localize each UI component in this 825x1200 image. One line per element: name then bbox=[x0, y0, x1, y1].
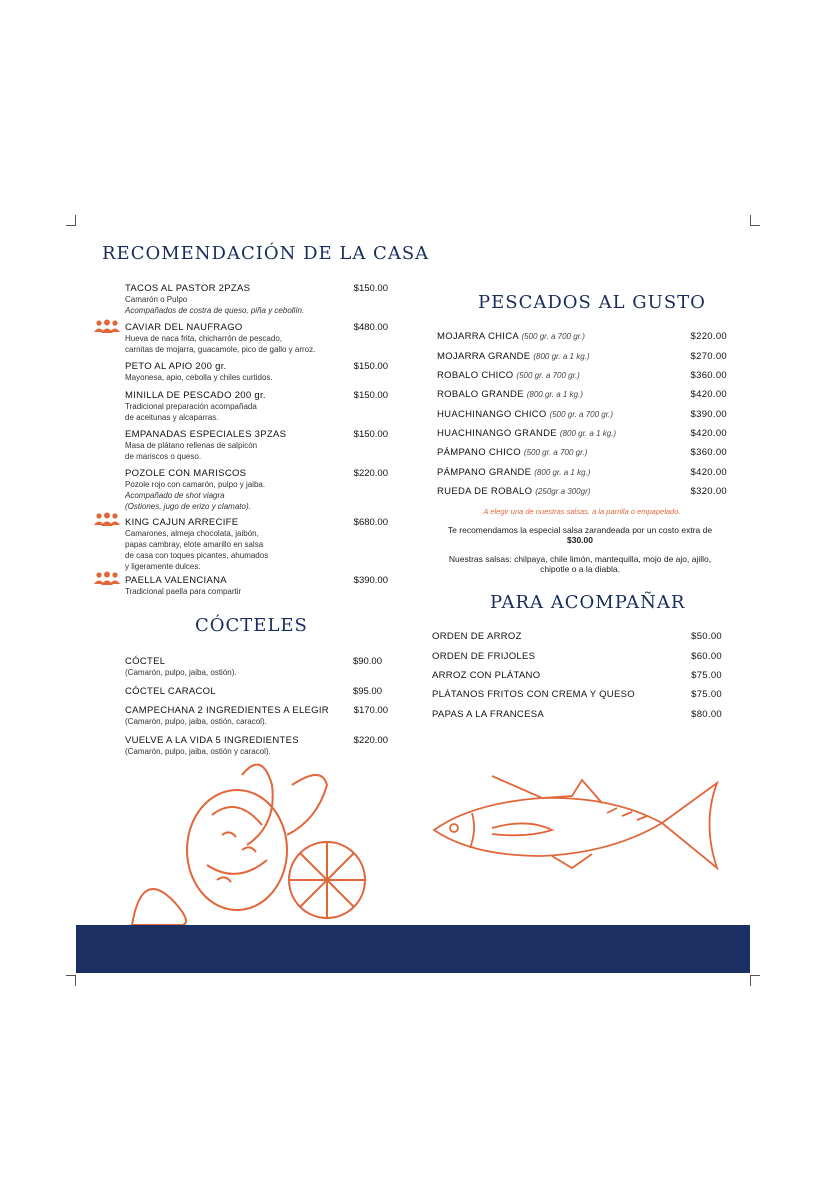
side-row: ORDEN DE ARROZ $50.00 bbox=[432, 631, 722, 642]
group-people-icon bbox=[94, 319, 120, 333]
item-price: $150.00 bbox=[353, 429, 388, 440]
side-row: ORDEN DE FRIJOLES $60.00 bbox=[432, 651, 722, 662]
menu-item: CÓCTEL (Camarón, pulpo, jaiba, ostión). bbox=[125, 656, 237, 677]
menu-item: CAVIAR DEL NAUFRAGO Hueva de naca frita, chicharrón de pescado, carnitas de mojarra, guacamole, pico de gallo y arroz. bbox=[125, 322, 316, 354]
item-price: $390.00 bbox=[353, 575, 388, 586]
crop-mark-bottom-left bbox=[66, 975, 76, 986]
crop-mark-bottom-right bbox=[750, 975, 760, 986]
seafood-cocktail-illustration bbox=[122, 755, 377, 930]
menu-item: POZOLE CON MARISCOS Pozole rojo con camarón, pulpo y jaiba. Acompañado de shot viagra (Ostiones, jugo de erizo y clamato). bbox=[125, 468, 266, 511]
menu-item: PAELLA VALENCIANA Tradicional paella para compartir bbox=[125, 575, 242, 596]
side-row: PAPAS A LA FRANCESA $80.00 bbox=[432, 709, 722, 720]
salsas-note: Nuestras salsas: chilpaya, chile limón, mantequilla, mojo de ajo, ajillo, chipotle o a la diabla. bbox=[448, 554, 712, 574]
menu-item: EMPANADAS ESPECIALES 3PZAS Masa de plátano rellenas de salpicón de mariscos o queso. bbox=[125, 429, 287, 461]
menu-item: PETO AL APIO 200 gr. Mayonesa, apio, cebolla y chiles curtidos. bbox=[125, 361, 273, 382]
fish-row: MOJARRA CHICA (500 gr. a 700 gr.) $220.00 bbox=[437, 331, 727, 342]
item-price: $220.00 bbox=[353, 468, 388, 479]
section-title-recomendacion: RECOMENDACIÓN DE LA CASA bbox=[102, 243, 430, 264]
fish-row: RUEDA DE ROBALO (250gr a 300gr) $320.00 bbox=[437, 486, 727, 497]
fish-illustration bbox=[432, 768, 727, 873]
item-price: $90.00 bbox=[352, 656, 382, 667]
group-people-icon bbox=[94, 571, 120, 585]
special-salsa-note: Te recomendamos la especial salsa zarandeada por un costo extra de $30.00 bbox=[447, 525, 713, 545]
fish-preparation-note: A elegir una de nuestras salsas, a la parrilla o empapelado. bbox=[483, 507, 681, 516]
side-row: ARROZ CON PLÁTANO $75.00 bbox=[432, 670, 722, 681]
section-title-pescados: PESCADOS AL GUSTO bbox=[478, 292, 706, 313]
item-price: $150.00 bbox=[353, 390, 388, 401]
item-price: $480.00 bbox=[353, 322, 388, 333]
fish-row: ROBALO GRANDE (800 gr. a 1 kg.) $420.00 bbox=[437, 389, 727, 400]
footer-band bbox=[76, 925, 750, 973]
menu-item: MINILLA DE PESCADO 200 gr. Tradicional preparación acompañada de aceitunas y alcaparras. bbox=[125, 390, 266, 422]
item-price: $150.00 bbox=[353, 283, 388, 294]
menu-item: CAMPECHANA 2 INGREDIENTES A ELEGIR (Camarón, pulpo, jaiba, ostión, caracol). bbox=[125, 705, 329, 726]
item-price: $95.00 bbox=[352, 686, 382, 697]
fish-row: ROBALO CHICO (500 gr. a 700 gr.) $360.00 bbox=[437, 370, 727, 381]
menu-item: CÓCTEL CARACOL bbox=[125, 686, 216, 697]
menu-item: VUELVE A LA VIDA 5 INGREDIENTES (Camarón, pulpo, jaiba, ostión y caracol). bbox=[125, 735, 299, 756]
menu-item: KING CAJUN ARRECIFE Camarones, almeja chocolata, jaibón, papas cambray, elote amarillo en salsa de casa con toques picantes, ahumados y ligeramente dulces. bbox=[125, 517, 269, 571]
fish-row: MOJARRA GRANDE (800 gr. a 1 kg.) $270.00 bbox=[437, 351, 727, 362]
group-people-icon bbox=[94, 512, 120, 526]
item-price: $170.00 bbox=[353, 705, 388, 716]
fish-row: HUACHINANGO CHICO (500 gr. a 700 gr.) $390.00 bbox=[437, 409, 727, 420]
fish-row: PÁMPANO CHICO (500 gr. a 700 gr.) $360.00 bbox=[437, 447, 727, 458]
fish-row: PÁMPANO GRANDE (800 gr. a 1 kg.) $420.00 bbox=[437, 467, 727, 478]
item-price: $220.00 bbox=[353, 735, 388, 746]
item-price: $150.00 bbox=[353, 361, 388, 372]
side-row: PLÁTANOS FRITOS CON CREMA Y QUESO $75.00 bbox=[432, 689, 722, 700]
section-title-cocteles: CÓCTELES bbox=[195, 615, 308, 636]
menu-item: TACOS AL PASTOR 2PZAS Camarón o Pulpo Acompañados de costra de queso, piña y cebollín. bbox=[125, 283, 305, 315]
fish-row: HUACHINANGO GRANDE (800 gr. a 1 kg.) $420.00 bbox=[437, 428, 727, 439]
item-price: $680.00 bbox=[353, 517, 388, 528]
section-title-acompanar: PARA ACOMPAÑAR bbox=[490, 592, 686, 613]
crop-mark-top-right bbox=[750, 215, 760, 226]
crop-mark-top-left bbox=[66, 215, 76, 226]
